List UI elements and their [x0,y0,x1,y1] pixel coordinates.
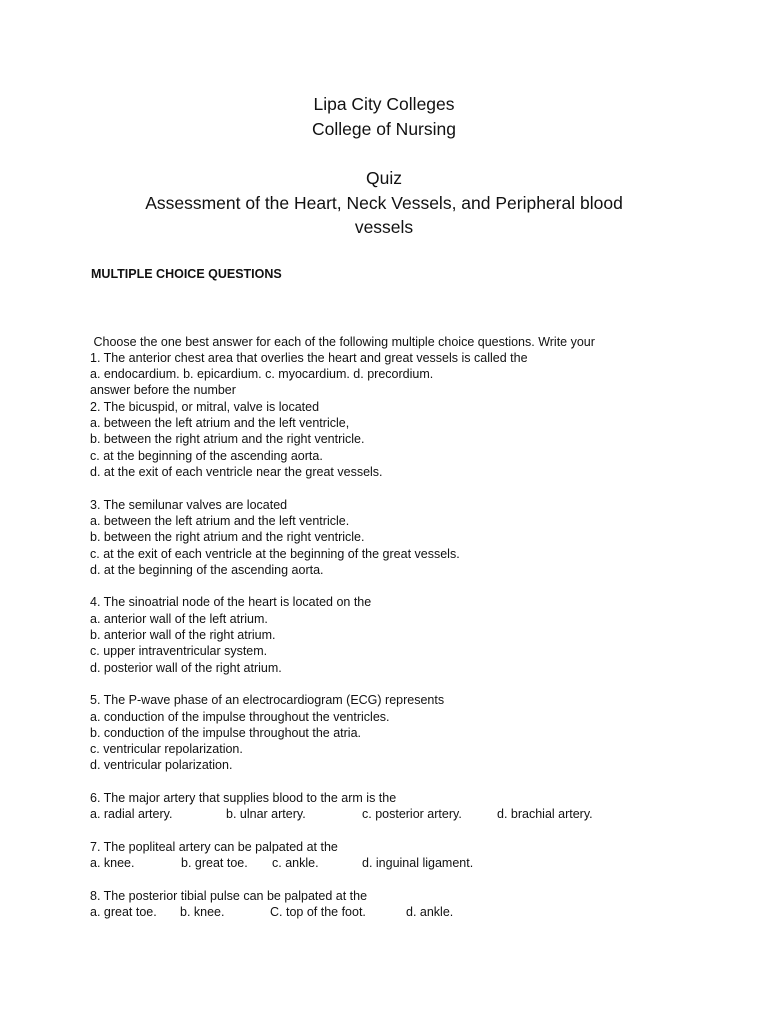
question-7-stem: 7. The popliteal artery can be palpated at the [90,839,338,854]
question-2-option-d: d. at the exit of each ventricle near the great vessels. [90,465,383,480]
question-1 [90,350,730,383]
question-3-option-b: b. between the right atrium and the right ventricle. [90,530,365,545]
question-6-option-b: b. ulnar artery. [226,807,306,822]
question-6-stem: 6. The major artery that supplies blood to the arm is the [90,791,397,806]
question-2-option-a: a. between the left atrium and the left ventricle, [90,416,350,431]
question-1-options: a. endocardium. b. epicardium. c. myocardium. d. precordium. [90,367,434,382]
question-5-stem: 5. The P-wave phase of an electrocardiogram (ECG) represents [90,693,445,708]
question-3-stem: 3. The semilunar valves are located [90,497,288,512]
question-8-option-c: C. top of the foot. [270,905,366,920]
question-8-stem: 8. The posterior tibial pulse can be palpated at the [90,888,368,903]
question-3 [90,497,730,578]
question-6-option-d: d. brachial artery. [497,807,593,822]
question-3-option-a: a. between the left atrium and the left ventricle. [90,513,350,528]
section-heading: MULTIPLE CHOICE QUESTIONS [91,267,282,281]
question-7-options [90,855,730,871]
question-2-stem: 2. The bicuspid, or mitral, valve is located [90,399,320,414]
question-6 [90,790,730,823]
question-8-option-d: d. ankle. [406,905,454,920]
question-2-option-b: b. between the right atrium and the right ventricle. [90,432,365,447]
question-8-option-a: a. great toe. [90,905,157,920]
quiz-title-block [0,166,768,240]
quiz-label: Quiz [366,168,402,188]
question-5-option-a: a. conduction of the impulse throughout the ventricles. [90,709,390,724]
question-4-stem: 4. The sinoatrial node of the heart is located on the [90,595,372,610]
question-8-option-b: b. knee. [180,905,225,920]
quiz-title-line-2: vessels [354,217,414,237]
question-4-option-a: a. anterior wall of the left atrium. [90,611,268,626]
question-4-option-b: b. anterior wall of the right atrium. [90,628,276,643]
question-4-option-c: c. upper intraventricular system. [90,644,268,659]
question-4 [90,594,730,675]
question-1-stem: 1. The anterior chest area that overlies the heart and great vessels is called the [90,351,528,365]
instructions-line-2: answer before the number [90,383,236,398]
question-5-option-b: b. conduction of the impulse throughout the atria. [90,725,362,740]
question-8-options [90,904,730,920]
quiz-title-line-1: Assessment of the Heart, Neck Vessels, and Peripheral blood [145,192,623,213]
question-7-option-c: c. ankle. [272,856,319,871]
question-5 [90,692,730,773]
question-7 [90,839,730,872]
question-5-option-d: d. ventricular polarization. [90,758,233,773]
question-7-option-d: d. inguinal ligament. [362,856,474,871]
question-8 [90,888,730,921]
document-header [0,92,768,141]
question-7-option-b: b. great toe. [181,856,248,871]
question-2 [90,399,730,480]
question-3-option-c: c. at the exit of each ventricle at the beginning of the great vessels. [90,546,460,561]
question-6-options [90,806,730,822]
question-3-option-d: d. at the beginning of the ascending aorta. [90,562,324,577]
instructions-line-1: Choose the one best answer for each of the following multiple choice questions. Write your [90,334,595,349]
question-list [90,350,730,937]
question-2-option-c: c. at the beginning of the ascending aorta. [90,448,323,463]
question-5-option-c: c. ventricular repolarization. [90,742,243,757]
institution-name: Lipa City Colleges [313,94,455,114]
question-6-option-c: c. posterior artery. [362,807,462,822]
college-name: College of Nursing [312,118,456,139]
question-6-option-a: a. radial artery. [90,807,173,822]
question-4-option-d: d. posterior wall of the right atrium. [90,660,282,675]
question-7-option-a: a. knee. [90,856,135,871]
